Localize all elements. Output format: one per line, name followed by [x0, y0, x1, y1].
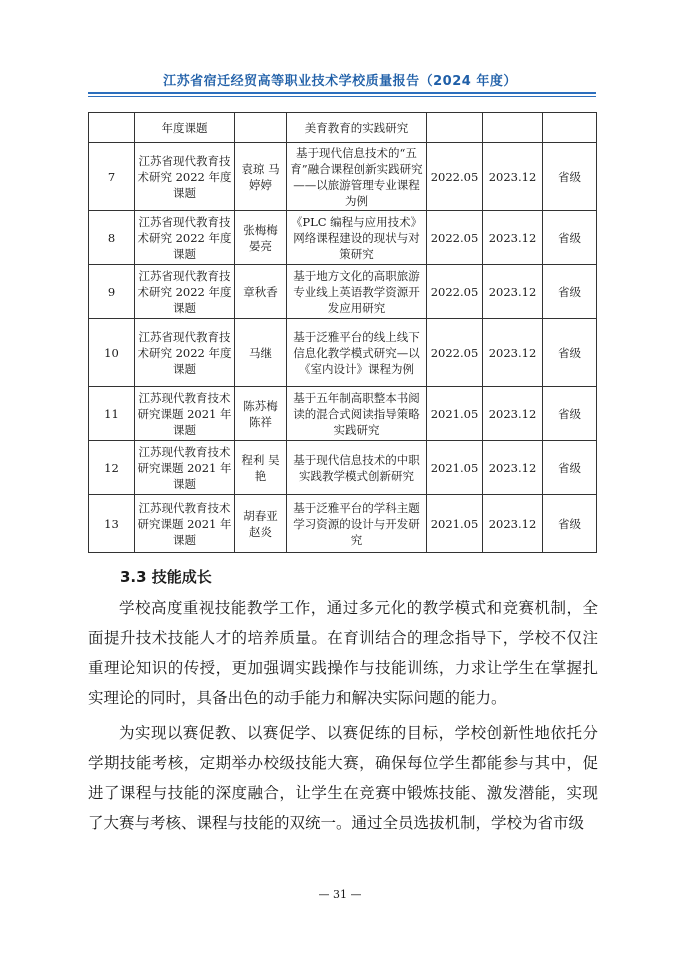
cell-start: 2022.05: [427, 265, 483, 319]
cell-start: 2022.05: [427, 319, 483, 387]
cell-end: 2023.12: [483, 495, 543, 553]
cell-level: 省级: [543, 387, 597, 441]
cell-project: 年度课题: [135, 113, 235, 143]
cell-level: 省级: [543, 265, 597, 319]
table-row: [89, 211, 597, 265]
cell-title: 美育教育的实践研究: [287, 113, 427, 143]
cell-end: 2023.12: [483, 143, 543, 211]
cell-no: [89, 113, 135, 143]
cell-start: 2021.05: [427, 495, 483, 553]
cell-start: 2021.05: [427, 387, 483, 441]
cell-title: 基于五年制高职整本书阅读的混合式阅读指导策略实践研究: [287, 387, 427, 441]
cell-level: 省级: [543, 441, 597, 495]
cell-level: 省级: [543, 319, 597, 387]
cell-start: [427, 113, 483, 143]
cell-title: 基于现代信息技术的中职实践教学模式创新研究: [287, 441, 427, 495]
page-number: — 31 —: [318, 888, 362, 901]
cell-end: 2023.12: [483, 387, 543, 441]
cell-no: 11: [89, 387, 135, 441]
cell-people: 胡春亚 赵炎: [235, 495, 287, 553]
header-rule-thin: [88, 96, 596, 97]
cell-level: 省级: [543, 143, 597, 211]
cell-people: 章秋香: [235, 265, 287, 319]
cell-start: 2022.05: [427, 143, 483, 211]
cell-title: 基于泛雅平台的学科主题学习资源的设计与开发研究: [287, 495, 427, 553]
table-row: [89, 441, 597, 495]
cell-project: 江苏省现代教育技术研究 2022 年度课题: [135, 319, 235, 387]
cell-people: 张梅梅 晏亮: [235, 211, 287, 265]
cell-title: 基于现代信息技术的“五育”融合课程创新实践研究——以旅游管理专业课程为例: [287, 143, 427, 211]
cell-end: 2023.12: [483, 211, 543, 265]
cell-end: [483, 113, 543, 143]
cell-end: 2023.12: [483, 441, 543, 495]
cell-no: 10: [89, 319, 135, 387]
cell-start: 2021.05: [427, 441, 483, 495]
cell-people: 袁琼 马婷婷: [235, 143, 287, 211]
table-row: [89, 113, 597, 143]
cell-level: [543, 113, 597, 143]
cell-level: 省级: [543, 211, 597, 265]
cell-title: 《PLC 编程与应用技术》网络课程建设的现状与对策研究: [287, 211, 427, 265]
paragraph-2: 为实现以赛促教、以赛促学、以赛促练的目标，学校创新性地依托分学期技能考核，定期举办校级技能大赛，确保每位学生都能参与其中，促进了课程与技能的深度融合，让学生在竞赛中锻炼技能、激发潜能，实现了大赛与考核、课程与技能的双统一。通过全员选拔机制，学校为省市级: [88, 724, 598, 832]
cell-no: 8: [89, 211, 135, 265]
cell-project: 江苏省现代教育技术研究 2022 年度课题: [135, 265, 235, 319]
cell-title: 基于泛雅平台的线上线下信息化教学模式研究—以《室内设计》课程为例: [287, 319, 427, 387]
cell-start: 2022.05: [427, 211, 483, 265]
cell-people: 陈苏梅 陈祥: [235, 387, 287, 441]
table-row: [89, 265, 597, 319]
table-row: [89, 387, 597, 441]
cell-project: 江苏现代教育技术研究课题 2021 年课题: [135, 387, 235, 441]
table-body: [89, 113, 597, 553]
table-row: [89, 319, 597, 387]
cell-project: 江苏现代教育技术研究课题 2021 年课题: [135, 441, 235, 495]
cell-no: 9: [89, 265, 135, 319]
cell-end: 2023.12: [483, 265, 543, 319]
table-row: [89, 143, 597, 211]
cell-people: 程利 吴艳: [235, 441, 287, 495]
cell-no: 7: [89, 143, 135, 211]
cell-people: [235, 113, 287, 143]
table-row: [89, 495, 597, 553]
cell-no: 12: [89, 441, 135, 495]
section-title: 3.3 技能成长: [120, 568, 212, 586]
cell-project: 江苏现代教育技术研究课题 2021 年课题: [135, 495, 235, 553]
cell-end: 2023.12: [483, 319, 543, 387]
research-projects-table: [88, 112, 597, 553]
paragraph-1: 学校高度重视技能教学工作，通过多元化的教学模式和竞赛机制，全面提升技术技能人才的培养质量。在育训结合的理念指导下，学校不仅注重理论知识的传授，更加强调实践操作与技能训练，力求让学生在掌握扎实理论的同时，具备出色的动手能力和解决实际问题的能力。: [88, 599, 598, 707]
cell-title: 基于地方文化的高职旅游专业线上英语教学资源开发应用研究: [287, 265, 427, 319]
cell-level: 省级: [543, 495, 597, 553]
cell-people: 马继: [235, 319, 287, 387]
report-header-title: 江苏省宿迁经贸高等职业技术学校质量报告（2024 年度）: [163, 74, 517, 89]
cell-project: 江苏省现代教育技术研究 2022 年度课题: [135, 211, 235, 265]
cell-project: 江苏省现代教育技术研究 2022 年度课题: [135, 143, 235, 211]
cell-no: 13: [89, 495, 135, 553]
header-rule-thick: [88, 92, 596, 94]
